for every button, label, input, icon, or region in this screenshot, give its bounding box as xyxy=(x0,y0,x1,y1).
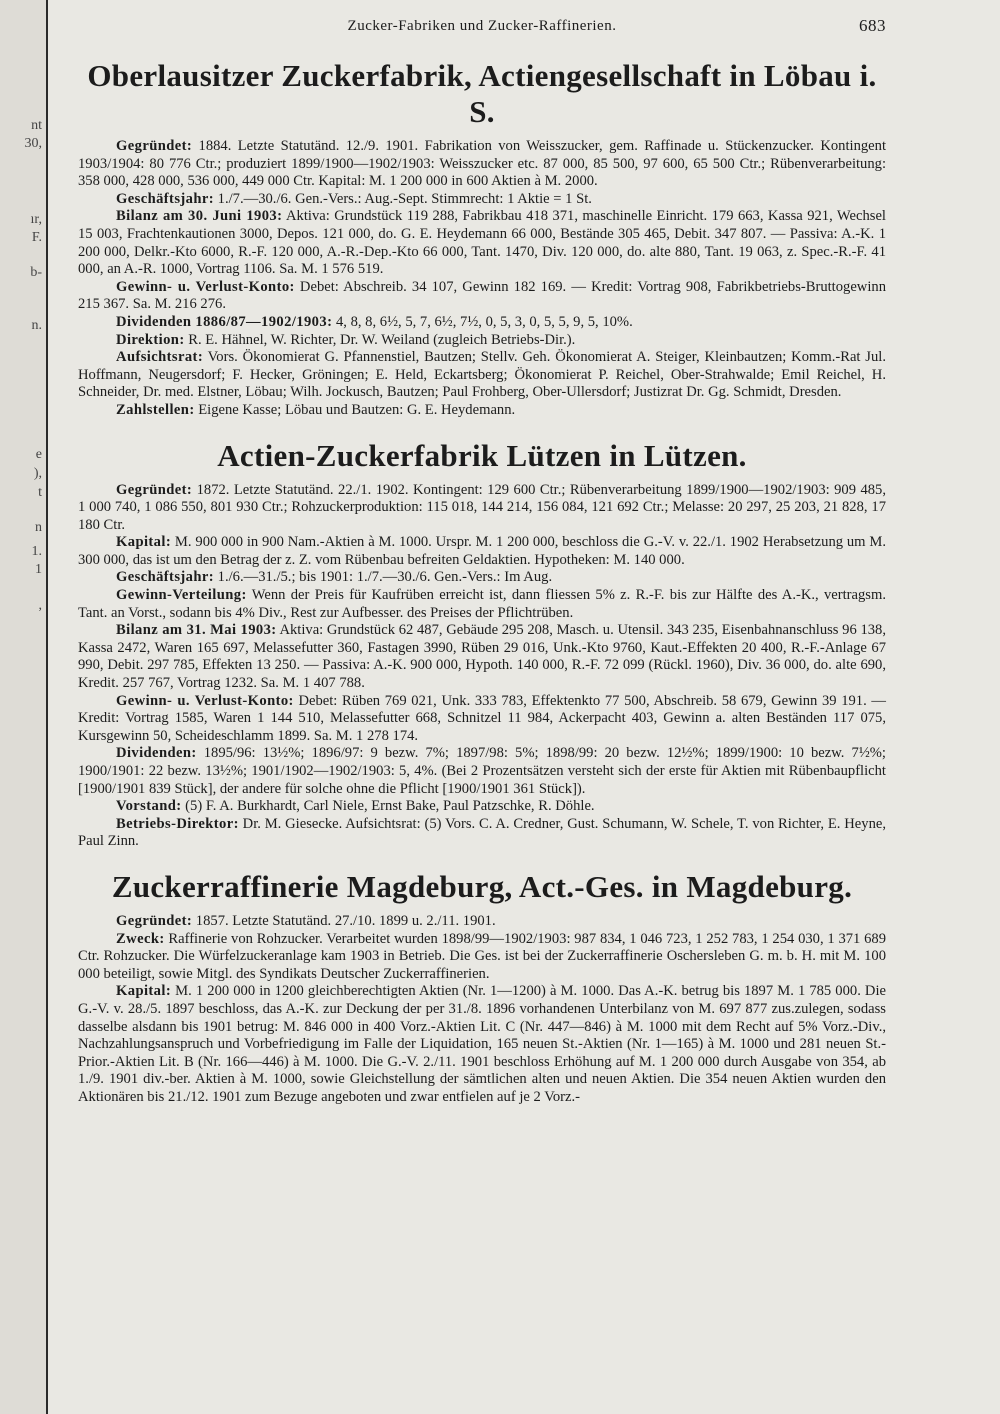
entry-label: Geschäftsjahr: xyxy=(116,569,215,586)
entry-capital xyxy=(78,983,886,1106)
entry-label: Dividenden 1886/87—1902/1903: xyxy=(116,313,333,330)
entry-label: Bilanz am 31. Mai 1903: xyxy=(116,622,277,639)
entry-label: Gegründet: xyxy=(116,912,193,929)
entry-text: Dr. M. Giesecke. Aufsichtsrat: (5) Vors. C. A. Credner, Gust. Schumann, W. Schele, T. von Richter, E. Heyne, Paul Zinn. xyxy=(78,815,886,850)
margin-fragment: ır, xyxy=(30,212,42,227)
margin-fragment: 1. xyxy=(31,544,42,559)
entry-profit-distribution xyxy=(78,587,886,622)
binding-margin xyxy=(0,0,48,1414)
margin-fragment: n xyxy=(35,520,42,535)
entry-label: Gewinn-Verteilung: xyxy=(116,587,247,604)
margin-fragment: 30, xyxy=(24,136,42,151)
entry-label: Aufsichtsrat: xyxy=(116,349,204,366)
entry-label: Gegründet: xyxy=(116,138,193,154)
margin-fragment: b- xyxy=(30,265,42,280)
margin-fragment: n. xyxy=(31,318,42,333)
entry-label: Vorstand: xyxy=(116,798,182,815)
entry-paying-agents xyxy=(78,402,886,420)
entry-balance xyxy=(78,208,886,278)
entry-dividends xyxy=(78,314,886,332)
entry-supervisory-board xyxy=(78,349,886,402)
entry-founded xyxy=(78,138,886,191)
margin-fragment: , xyxy=(38,598,42,613)
entry-text: Debet: Rüben 769 021, Unk. 333 783, Effektenkto 77 500, Abschreib. 58 679, Gewinn 39 191. — Kredit: Vortrag 1585, Waren 1 144 510, Melassefutter 668, Schnitzel 11 984, Ackerpacht 403, Gewinn a. alten Beständen 117 075, Kursgewinn 50, Scheideschlamm 1899. Sa. M. 1 278 174. xyxy=(78,692,886,744)
entry-label: Dividenden: xyxy=(116,745,197,762)
entry-text: 1./6.—31./5.; bis 1901: 1./7.—30./6. Gen.-Vers.: Im Aug. xyxy=(214,569,553,586)
entry-founded xyxy=(78,482,886,535)
entry-text: Aktiva: Grundstück 62 487, Gebäude 295 208, Masch. u. Utensil. 343 235, Eisenbahnanschluss 96 138, Kassa 2472, Waren 165 697, Melassefutter 360, Fastagen 3990, Rüben 29 016, Unk.-Kto 9760, Kaut.-Effekten 20 400, R.-F.-Anlage 67 990, Debit. 297 785, Effekten 13 250. — Passiva: A.-K. 900 000, Hypoth. 140 000, R.-F. 72 099 (Rückl. 1960), Div. 36 000, do. alte 690, Kredit. 257 767, Vortrag 1232. Sa. M. 1 407 788. xyxy=(78,622,886,692)
company-section xyxy=(78,58,886,420)
entry-label: Gegründet: xyxy=(116,481,193,498)
entry-label: Zweck: xyxy=(116,930,165,947)
page-number: 683 xyxy=(859,16,886,35)
entry-label: Direktion: xyxy=(116,331,185,348)
entry-label: Betriebs-Direktor: xyxy=(116,815,239,832)
entry-text: 1857. Letzte Statutänd. 27./10. 1899 u. 2./11. 1901. xyxy=(192,912,496,929)
entry-text: Eigene Kasse; Löbau und Bautzen: G. E. Heydemann. xyxy=(194,401,516,418)
entry-operations-director xyxy=(78,816,886,851)
entry-text: 4, 8, 8, 6½, 5, 7, 6½, 7½, 0, 5, 3, 0, 5, 5, 9, 5, 10%. xyxy=(332,313,633,330)
entry-purpose xyxy=(78,931,886,984)
entry-text: Debet: Abschreib. 34 107, Gewinn 182 169. — Kredit: Vortrag 908, Fabrikbetriebs-Bruttogewinn 215 367. Sa. M. 216 276. xyxy=(78,278,886,313)
margin-fragment: ), xyxy=(33,466,42,481)
entry-text: R. E. Hähnel, W. Richter, Dr. W. Weiland (zugleich Betriebs-Dir.). xyxy=(184,331,576,348)
entry-label: Kapital: xyxy=(116,534,172,551)
company-title: Zuckerraffinerie Magdeburg, Act.-Ges. in Magdeburg. xyxy=(111,868,853,904)
entry-label: Geschäftsjahr: xyxy=(116,190,215,207)
entry-dividends xyxy=(78,745,886,798)
entry-direction xyxy=(78,332,886,350)
running-head-title: Zucker-Fabriken und Zucker-Raffinerien. xyxy=(347,18,617,34)
entry-label: Zahlstellen: xyxy=(116,401,195,418)
entry-profit-loss xyxy=(78,693,886,746)
entry-capital xyxy=(78,534,886,569)
entry-text: 1895/96: 13½%; 1896/97: 9 bezw. 7%; 1897/98: 5%; 1898/99: 20 bezw. 12½%; 1899/1900: 10 bezw. 7½%; 1900/1901: 22 bezw. 13½%; 1901/1902—1902/1903: 5, 4%. (Bei 2 Prozentsätzen versteht sich der erste für Aktien mit Rübenbaupflicht [1900/1901 839 Stück], der andere für solche ohne die Pflicht [1900/1901 361 Stück]). xyxy=(78,745,886,797)
entry-fiscal-year xyxy=(78,191,886,209)
entry-text: 1884. Letzte Statutänd. 12./9. 1901. Fabrikation von Weisszucker, gem. Raffinade u. Stückenzucker. Kontingent 1903/1904: 80 776 Ctr.; produziert 1899/1900—1902/1903: Weisszucker etc. 87 000, 85 500, 97 600, 65 500 Ctr.; Rübenverarbeitung: 358 000, 428 000, 536 000, 449 000 Ctr. Kapital: M. 1 200 000 in 600 Aktien à M. 2000. xyxy=(78,138,886,190)
entry-text: Raffinerie von Rohzucker. Verarbeitet wurden 1898/99—1902/1903: 987 834, 1 046 723, 1 252 783, 1 254 030, 1 371 689 Ctr. Rohzucker. Die Würfelzuckeranlage kam 1903 in Betrieb. Die Ges. ist bei der Zuckerraffinerie Oschersleben G. m. b. H. mit M. 100 000 beteiligt, sowie Mitgl. des Syndikats Deutscher Zuckerraffinerien. xyxy=(78,930,886,982)
entry-text: Aktiva: Grundstück 119 288, Fabrikbau 418 371, maschinelle Einricht. 179 663, Kassa 921, Wechsel 15 003, Frachtenkautionen 3000, Depos. 121 000, do. G. E. Heydemann 66 000, Bestände 305 465, Debit. 347 807. — Passiva: A.-K. 1 200 000, Delkr.-Kto 6000, R.-F. 120 000, A.-R.-Dep.-Kto 66 000, Tant. 1470, Div. 120 000, do. alte 880, Tant. 19 063, z. Spec.-R.-F. 41 000, an A.-R. 1000, Vortrag 1106. Sa. M. 1 576 519. xyxy=(78,208,886,278)
entry-text: M. 1 200 000 in 1200 gleichberechtigten Aktien (Nr. 1—1200) à M. 1000. Das A.-K. betrug bis 1897 M. 1 785 000. Die G.-V. v. 28./5. 1897 beschloss, das A.-K. zur Deckung der per 31./8. 1896 vorhandenen Unterbilanz von M. 697 877 zus.zulegen, sodass dasselbe alsdann bis 1901 betrug: M. 846 000 in 400 Vorz.-Aktien Lit. C (Nr. 447—846) à M. 1000 mit dem Recht auf 5% Vorz.-Div., Nachzahlungsanspruch und Vorbefriedigung im Falle der Liquidation, 165 neuen St.-Aktien (Nr. 1—165) à M. 1000 und 281 neuen St.-Prior.-Aktien Lit. B (Nr. 166—446) à M. 1000. Die G.-V. 2./11. 1901 beschloss Erhöhung auf M. 1 200 000 durch Ausgabe von 354, ab 1./9. 1901 div.-ber. Aktien à M. 1000, sowie Gleichstellung der sämtlichen alten und neuen Aktien. Die 354 neuen Aktien wurden den Aktionären bis 21./12. 1901 zum Bezuge angeboten und zwar entfielen auf je 2 Vorz.- xyxy=(78,983,886,1105)
entry-text: 1./7.—30./6. Gen.-Vers.: Aug.-Sept. Stimmrecht: 1 Aktie = 1 St. xyxy=(214,190,592,207)
company-section xyxy=(78,869,886,1107)
entry-board xyxy=(78,798,886,816)
entry-profit-loss xyxy=(78,279,886,314)
entry-founded xyxy=(78,913,886,931)
company-title: Oberlausitzer Zuckerfabrik, Actiengesellschaft in Löbau i. S. xyxy=(87,58,877,129)
entry-text: 1872. Letzte Statutänd. 22./1. 1902. Kontingent: 129 600 Ctr.; Rübenverarbeitung 1899/1900—1902/1903: 909 485, 1 000 740, 1 086 550, 801 930 Ctr.; Rohzuckerproduktion: 115 018, 144 214, 156 084, 121 692 Ctr.; Melasse: 20 297, 25 203, 21 828, 17 180 Ctr. xyxy=(78,481,886,533)
margin-fragment: t xyxy=(38,485,42,500)
page xyxy=(78,8,886,1107)
margin-fragment: F. xyxy=(31,230,42,245)
entry-text: Wenn der Preis für Kaufrüben erreicht ist, dann fliessen 5% z. R.-F. bis zur Hälfte des A.-K., vertragsm. Tant. an Vorst., sodann bis 4% Div., Rest zur Aufbesser. des Preises der Pflichtrüben. xyxy=(78,587,886,621)
running-head xyxy=(78,8,886,40)
margin-fragment: nt xyxy=(31,118,42,133)
margin-fragment: 1 xyxy=(35,562,42,577)
entry-label: Kapital: xyxy=(116,983,172,1000)
entry-label: Gewinn- u. Verlust-Konto: xyxy=(116,692,294,709)
entry-text: (5) F. A. Burkhardt, Carl Niele, Ernst Bake, Paul Patzschke, R. Döhle. xyxy=(181,798,595,815)
entry-fiscal-year xyxy=(78,569,886,587)
entry-balance xyxy=(78,622,886,692)
entry-label: Bilanz am 30. Juni 1903: xyxy=(116,208,283,225)
entry-label: Gewinn- u. Verlust-Konto: xyxy=(116,278,295,295)
entry-text: Vors. Ökonomierat G. Pfannenstiel, Bautzen; Stellv. Geh. Ökonomierat A. Steiger, Kleinbautzen; Komm.-Rat Jul. Hoffmann, Neugersdorf; F. Hecker, Gröningen; E. Held, Eckartsberg; Ökonomierat P. Reichel, Ober-Strahwalde; Emil Reichel, H. Schneider, Dr. med. Elstner, Löbau; Wilh. Jockusch, Bautzen; Paul Frohberg, Ober-Ullersdorf; Justizrat Dr. Gg. Schmidt, Dresden. xyxy=(78,349,886,401)
entry-text: M. 900 000 in 900 Nam.-Aktien à M. 1000. Urspr. M. 1 200 000, beschloss die G.-V. v. 22./1. 1902 Herabsetzung um M. 300 000, das ist um den Betrag der z. Z. vom Rübenbau befreiten Geldaktien. Hypotheken: M. 140 000. xyxy=(78,534,886,568)
company-section xyxy=(78,438,886,851)
margin-fragment: e xyxy=(35,447,42,462)
company-title: Actien-Zuckerfabrik Lützen in Lützen. xyxy=(217,437,747,473)
